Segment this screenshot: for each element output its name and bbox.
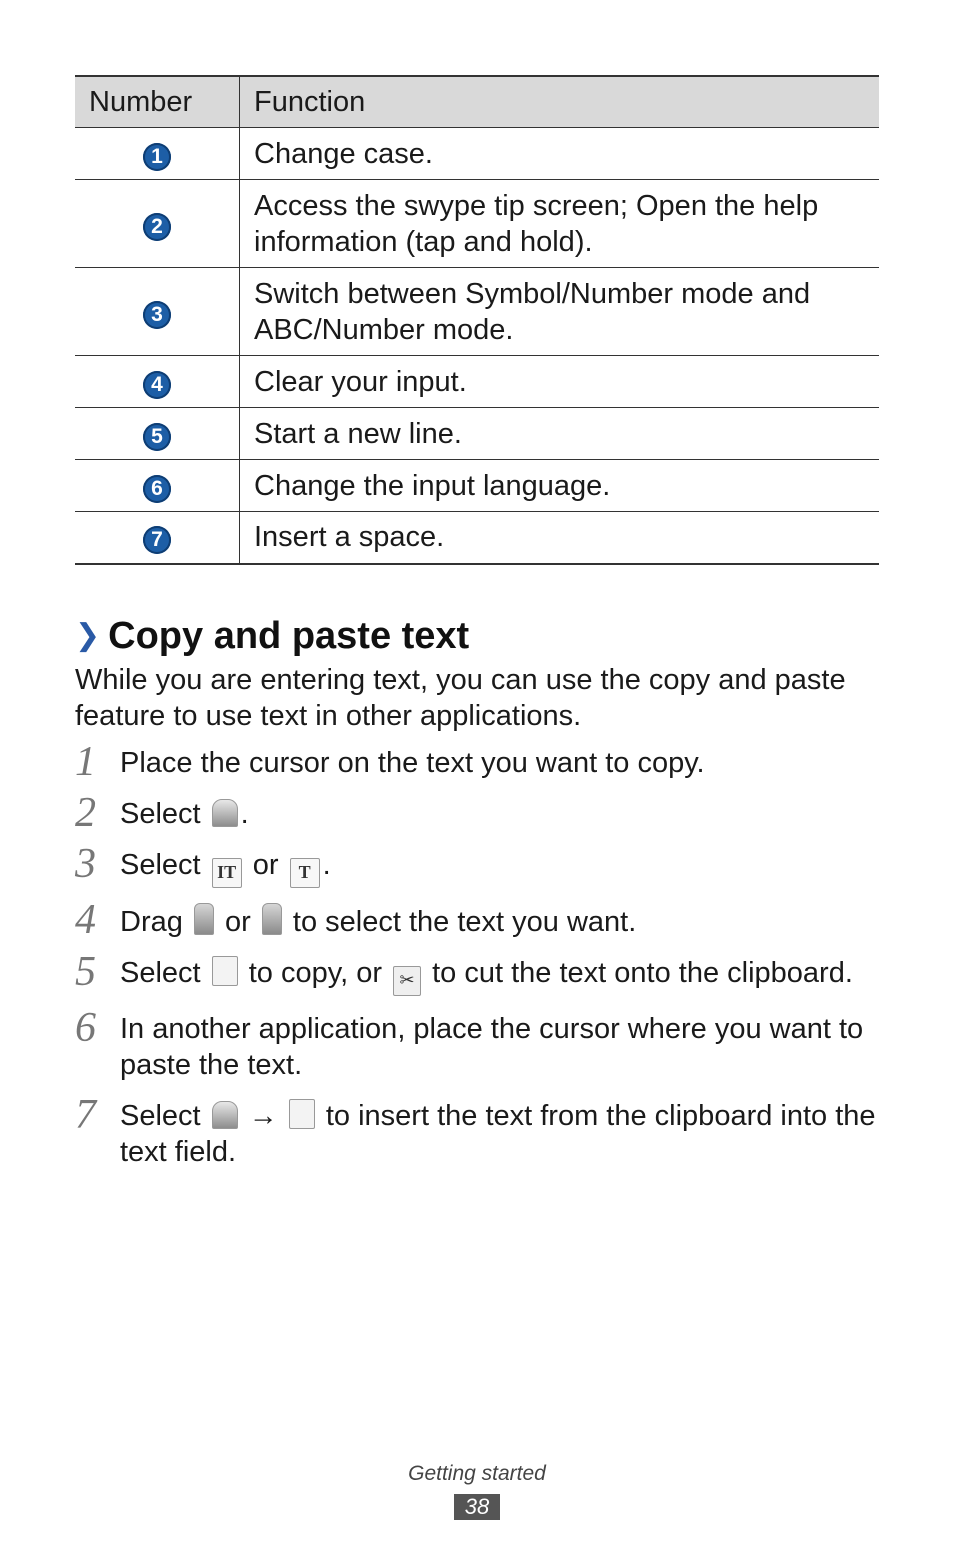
- step-text: to copy, or: [248, 957, 382, 989]
- step-text: Drag: [120, 906, 183, 938]
- menu-key-icon: [212, 1101, 238, 1129]
- table-header-row: [75, 76, 879, 128]
- step-number: 6: [75, 1005, 96, 1051]
- scissors-icon: ✂: [393, 966, 421, 996]
- number-badge: 2: [143, 213, 171, 241]
- step-item: [75, 841, 885, 888]
- number-badge: 6: [143, 475, 171, 503]
- table-row: [75, 128, 879, 180]
- step-text: to cut the text onto the clipboard.: [432, 957, 853, 989]
- function-column-header: Function: [240, 76, 880, 128]
- section-title-text: Copy and paste text: [108, 615, 470, 657]
- copy-icon: [212, 956, 238, 986]
- section-title: [75, 612, 469, 660]
- step-number: 1: [75, 739, 96, 785]
- step-number: 4: [75, 897, 96, 943]
- chevron-right-icon: ❯: [75, 619, 101, 652]
- function-cell: Access the swype tip screen; Open the help information (tap and hold).: [240, 180, 880, 268]
- paste-icon: [289, 1099, 315, 1129]
- table-row: [75, 460, 879, 512]
- select-word-icon: IT: [212, 858, 242, 888]
- step-text: .: [322, 849, 331, 881]
- step-number: 7: [75, 1092, 96, 1138]
- step-item: [75, 739, 885, 785]
- steps-list: [75, 739, 885, 1185]
- function-cell: Switch between Symbol/Number mode and ABC/Number mode.: [240, 268, 880, 356]
- step-text: In another application, place the cursor where you want to paste the text.: [120, 1013, 864, 1081]
- number-column-header: Number: [75, 76, 240, 128]
- step-item: [75, 1005, 885, 1083]
- section-intro: While you are entering text, you can use the copy and paste feature to use text in other applications.: [75, 664, 846, 732]
- function-table: [75, 75, 879, 565]
- step-text: Place the cursor on the text you want to copy.: [120, 747, 705, 779]
- table-row: [75, 268, 879, 356]
- number-badge: 3: [143, 301, 171, 329]
- page-number: 38: [454, 1494, 500, 1520]
- menu-key-icon: [212, 799, 238, 827]
- step-item: [75, 897, 885, 943]
- step-number: 3: [75, 841, 96, 887]
- arrow-right-icon: →: [248, 1100, 278, 1132]
- step-text: or: [224, 906, 251, 938]
- function-cell: Change case.: [240, 128, 880, 180]
- step-text: Select: [120, 849, 201, 881]
- step-text: Select: [120, 957, 201, 989]
- function-cell: Insert a space.: [240, 512, 880, 564]
- function-cell: Start a new line.: [240, 408, 880, 460]
- table-row: [75, 180, 879, 268]
- step-number: 2: [75, 790, 96, 836]
- number-badge: 1: [143, 143, 171, 171]
- step-number: 5: [75, 949, 96, 995]
- number-badge: 7: [143, 526, 171, 554]
- step-item: [75, 1092, 885, 1170]
- number-badge: 4: [143, 371, 171, 399]
- step-text: to select the text you want.: [292, 906, 637, 938]
- function-cell: Clear your input.: [240, 356, 880, 408]
- step-text: Select: [120, 798, 201, 830]
- step-text: or: [252, 849, 279, 881]
- selection-handle-right-icon: [262, 903, 282, 935]
- footer-section-label: Getting started: [408, 1462, 546, 1485]
- number-badge: 5: [143, 423, 171, 451]
- table-row: [75, 408, 879, 460]
- selection-handle-left-icon: [194, 903, 214, 935]
- table-row: [75, 356, 879, 408]
- step-text: .: [240, 798, 249, 830]
- step-item: [75, 949, 885, 996]
- step-text: to insert the text from the clipboard into the text field.: [120, 1100, 876, 1168]
- step-text: Select: [120, 1100, 201, 1132]
- function-cell: Change the input language.: [240, 460, 880, 512]
- table-row: [75, 512, 879, 564]
- select-all-icon: T: [290, 858, 320, 888]
- step-item: [75, 790, 885, 836]
